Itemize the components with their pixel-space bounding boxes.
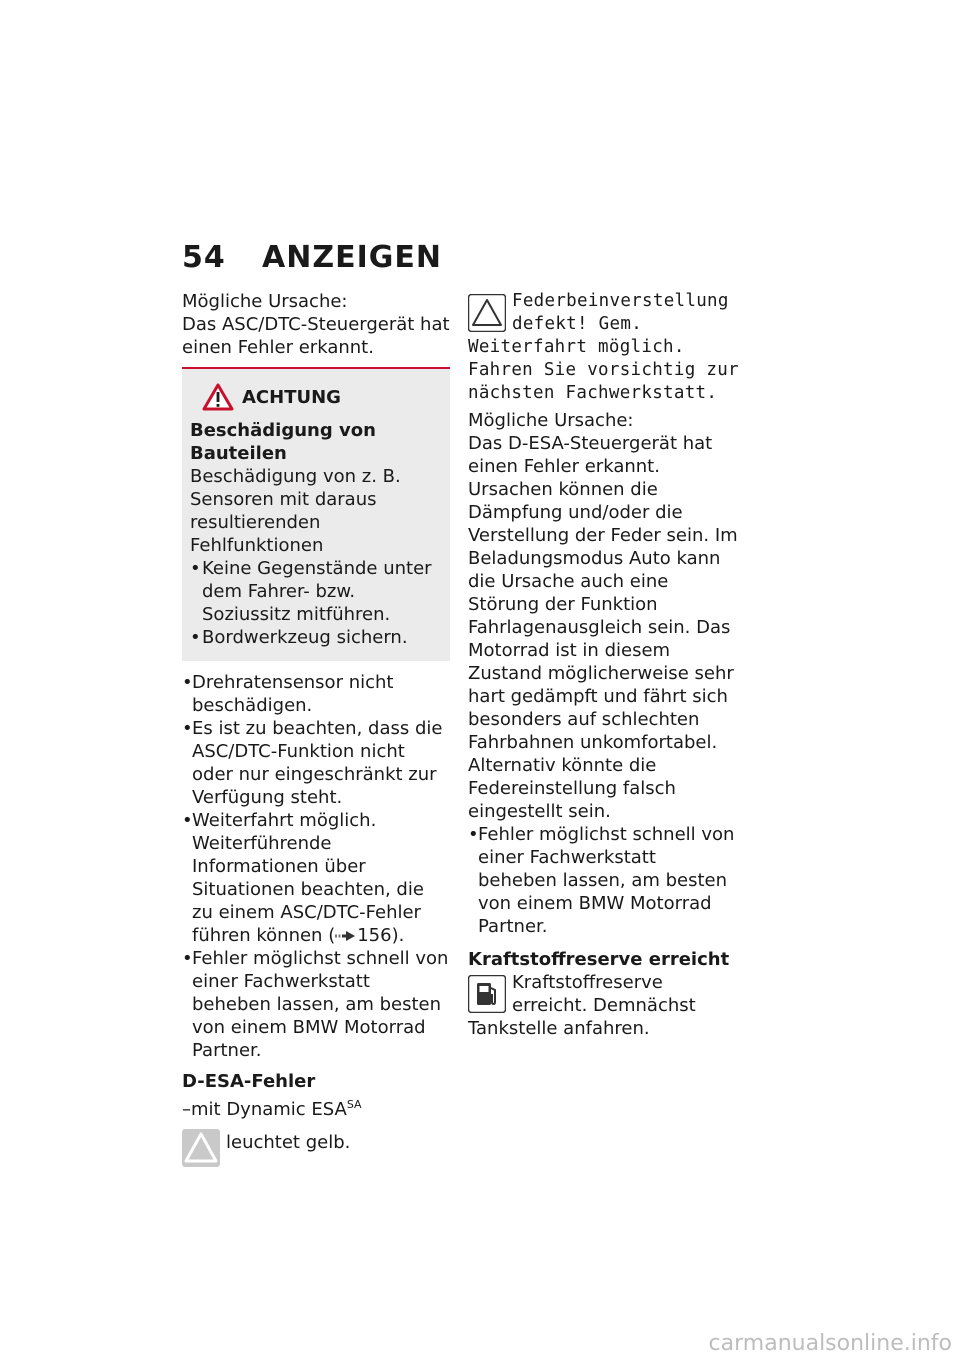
warning-list <box>190 557 442 649</box>
page-reference-arrow-icon <box>335 930 357 942</box>
watermark: carmanualsonline.info <box>708 1331 952 1356</box>
indicator-row <box>182 1129 450 1167</box>
desa-sup: SA <box>346 1098 362 1111</box>
fuel-block <box>468 971 740 1040</box>
display-message-block <box>468 290 740 405</box>
left-column <box>182 290 450 1167</box>
list-item-text: Weiterfahrt möglich. Weiterführende Informationen über Situationen beachten, die zu einem ASC/DTC-Fehler führen können <box>192 810 424 946</box>
warning-box <box>182 367 450 661</box>
fuel-pump-icon <box>468 975 506 1013</box>
section-title-fuel: Kraftstoffreserve erreicht <box>468 949 730 970</box>
indicator-text: leuchtet gelb. <box>226 1132 351 1153</box>
warning-text: Beschädigung von z. B. Sensoren mit daraus resultierenden Fehlfunktionen <box>190 466 401 556</box>
desa-subtitle <box>182 1093 450 1121</box>
warning-header <box>202 383 442 411</box>
left-bullet-list <box>182 671 450 1062</box>
section-title-desa: D-ESA-Fehler <box>182 1071 316 1092</box>
warning-triangle-icon <box>202 383 234 411</box>
list-item: • Es ist zu beachten, dass die ASC/DTC-Funktion nicht oder nur eingeschränkt zur Verfügung steht. <box>182 717 450 809</box>
warning-list-item: • Bordwerkzeug sichern. <box>190 626 442 649</box>
list-item: • Fehler möglichst schnell von einer Fachwerkstatt beheben lassen, am besten von einem BMW Motorrad Partner. <box>468 823 740 938</box>
page-number: 54 <box>182 240 226 275</box>
chapter-title: ANZEIGEN <box>262 240 442 275</box>
cause-label: Mögliche Ursache: <box>182 291 348 312</box>
list-item: • Drehratensensor nicht beschädigen. <box>182 671 450 717</box>
warning-title: Beschädigung von Bauteilen <box>190 420 376 464</box>
desa-subtitle-text: –mit Dynamic ESA <box>182 1099 347 1120</box>
page-ref-open: ( <box>328 925 336 946</box>
fuel-text: Kraftstoffreserve erreicht. Demnächst Tankstelle anfahren. <box>468 972 696 1039</box>
right-column <box>468 290 740 1040</box>
warning-label: ACHTUNG <box>242 386 341 408</box>
display-message: Federbeinverstellung defekt! Gem. Weiterfahrt möglich. Fahren Sie vorsichtig zur nächsten Fachwerkstatt. <box>468 291 739 403</box>
page-header <box>182 240 442 275</box>
cause-label: Mögliche Ursache: <box>468 410 634 431</box>
warning-list-item: • Keine Gegenstände unter dem Fahrer- bzw. Soziussitz mitführen. <box>190 557 442 626</box>
list-item <box>182 809 450 947</box>
cause-text: Das D-ESA-Steuergerät hat einen Fehler erkannt. Ursachen können die Dämpfung und/oder die Verstellung der Feder sein. Im Beladungsmodus Auto kann die Ursache auch eine Störung der Funktion Fahrlagenausgleich sein. Das Motorrad ist in diesem Zustand möglicherweise sehr hart gedämpft und fährt sich besonders auf schlechten Fahrbahnen unkomfortabel. Alternativ könnte die Federeinstellung falsch eingestellt sein. <box>468 433 738 822</box>
right-bullet-list <box>468 823 740 938</box>
page-reference[interactable]: 156). <box>357 925 405 946</box>
list-item: • Fehler möglichst schnell von einer Fachwerkstatt beheben lassen, am besten von einem BMW Motorrad Partner. <box>182 947 450 1062</box>
cause-text: Das ASC/DTC-Steuergerät hat einen Fehler erkannt. <box>182 314 450 358</box>
general-warning-light-icon <box>182 1129 220 1167</box>
warning-triangle-icon <box>468 294 506 332</box>
